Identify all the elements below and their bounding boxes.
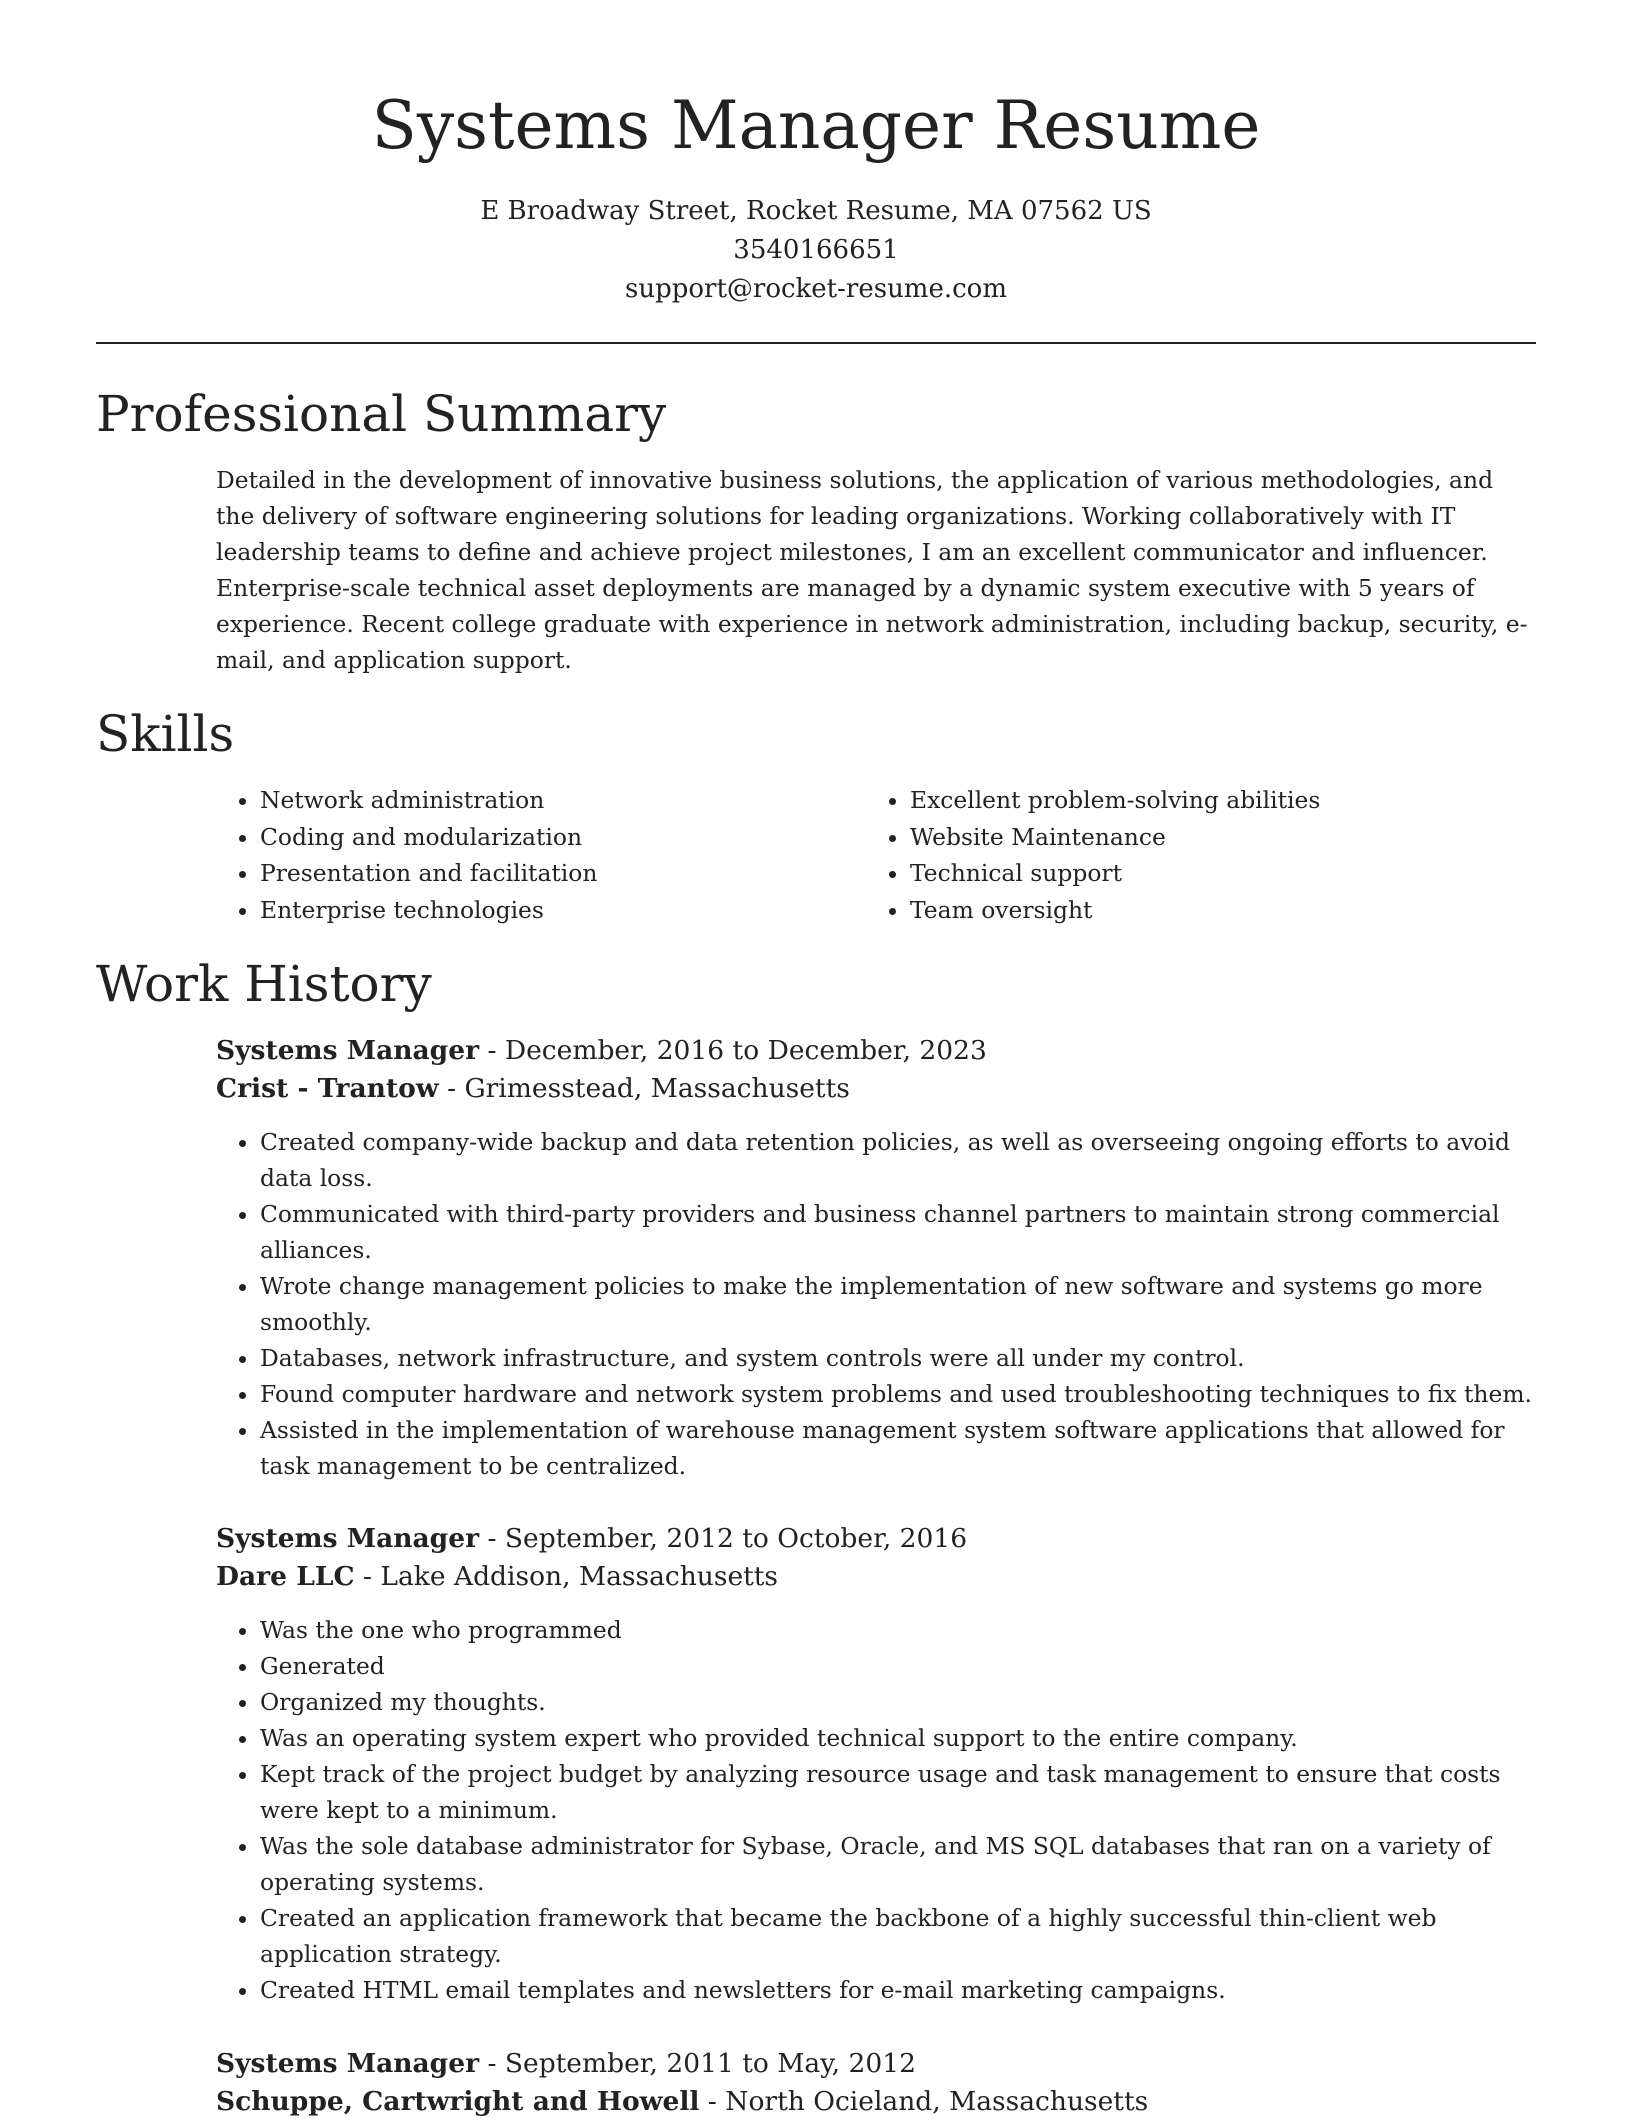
job-title: Systems Manager: [216, 1035, 480, 1066]
job-company-line: [216, 2083, 1538, 2121]
job-location: North Ocieland, Massachusetts: [725, 2086, 1149, 2117]
summary-heading: Professional Summary: [96, 385, 667, 443]
job-title: Systems Manager: [216, 2048, 480, 2079]
job-company-line: [216, 1558, 1538, 1596]
skills-column-right: [866, 782, 1516, 928]
skill-item: • Coding and modularization: [260, 819, 866, 856]
job-bullet: • Created company-wide backup and data retention policies, as well as overseeing ongoing efforts to avoid data loss.: [260, 1124, 1538, 1196]
address: E Broadway Street, Rocket Resume, MA 07562 US: [480, 196, 1152, 226]
job-bullet: • Was the sole database administrator for Sybase, Oracle, and MS SQL databases that ran on a variety of operating systems.: [260, 1828, 1538, 1900]
job-bullet: • Databases, network infrastructure, and system controls were all under my control.: [260, 1340, 1538, 1376]
job-title-line: [216, 1032, 1538, 1070]
phone: 3540166651: [733, 235, 899, 265]
separator: -: [354, 1561, 381, 1592]
job-company-line: [216, 1070, 1538, 1108]
skills-list: [216, 782, 1538, 928]
summary-text: Detailed in the development of innovative business solutions, the application of various methodologies, and the delivery of software engineering solutions for leading organizations. Working collaboratively with IT leadership teams to define and achieve project milestones, I am an excellent communicator and influencer. Enterprise-scale technical asset deployments are managed by a dynamic system executive with 5 years of experience. Recent college graduate with experience in network administration, including backup, security, e-mail, and application support.: [216, 466, 1528, 674]
job-bullet: • Found computer hardware and network system problems and used troubleshooting techniques to fix them.: [260, 1376, 1538, 1412]
job-bullet: • Generated: [260, 1648, 1538, 1684]
job-entry: [216, 1032, 1538, 1484]
job-bullet: • Organized my thoughts.: [260, 1684, 1538, 1720]
job-title-line: [216, 2045, 1538, 2083]
job-entry: [216, 1520, 1538, 2008]
skill-item: • Technical support: [910, 855, 1516, 892]
skills-heading: Skills: [96, 705, 235, 763]
job-dates: September, 2012 to October, 2016: [504, 1523, 968, 1554]
skill-item: • Presentation and facilitation: [260, 855, 866, 892]
job-bullet: • Created an application framework that became the backbone of a highly successful thin-client web application strategy.: [260, 1900, 1538, 1972]
job-company: Schuppe, Cartwright and Howell: [216, 2086, 700, 2117]
resume-title: Systems Manager Resume: [371, 87, 1261, 164]
separator: -: [479, 1523, 505, 1554]
job-bullets: [216, 1124, 1538, 1484]
separator: -: [438, 1073, 465, 1104]
skill-item: • Excellent problem-solving abilities: [910, 782, 1516, 819]
job-company: Crist - Trantow: [216, 1073, 439, 1104]
job-location: Grimesstead, Massachusetts: [464, 1073, 850, 1104]
skills-column-left: [216, 782, 866, 928]
job-company: Dare LLC: [216, 1561, 355, 1592]
job-location: Lake Addison, Massachusetts: [380, 1561, 779, 1592]
job-bullet: • Was an operating system expert who provided technical support to the entire company.: [260, 1720, 1538, 1756]
job-bullet: • Created HTML email templates and newsletters for e-mail marketing campaigns.: [260, 1972, 1538, 2008]
skill-item: • Enterprise technologies: [260, 892, 866, 929]
job-bullet: • Was the one who programmed: [260, 1612, 1538, 1648]
email: support@rocket-resume.com: [624, 274, 1007, 304]
job-bullet: • Assisted in the implementation of warehouse management system software applications that allowed for task management to be centralized.: [260, 1412, 1538, 1484]
job-bullet: • Communicated with third-party providers and business channel partners to maintain strong commercial alliances.: [260, 1196, 1538, 1268]
separator: -: [479, 2048, 505, 2079]
job-dates: September, 2011 to May, 2012: [504, 2048, 916, 2079]
job-bullet: • Wrote change management policies to make the implementation of new software and systems go more smoothly.: [260, 1268, 1538, 1340]
job-bullets: [216, 1612, 1538, 2008]
skill-item: • Team oversight: [910, 892, 1516, 929]
work-history-heading: Work History: [96, 955, 432, 1013]
separator: -: [479, 1035, 505, 1066]
contact-block: [0, 192, 1632, 309]
skill-item: • Network administration: [260, 782, 866, 819]
job-bullet: • Kept track of the project budget by analyzing resource usage and task management to ensure that costs were kept to a minimum.: [260, 1756, 1538, 1828]
job-title-line: [216, 1520, 1538, 1558]
skill-item: • Website Maintenance: [910, 819, 1516, 856]
job-title: Systems Manager: [216, 1523, 480, 1554]
header-divider: [96, 342, 1536, 344]
separator: -: [699, 2086, 726, 2117]
job-entry: [216, 2045, 1538, 2121]
job-dates: December, 2016 to December, 2023: [504, 1035, 987, 1066]
